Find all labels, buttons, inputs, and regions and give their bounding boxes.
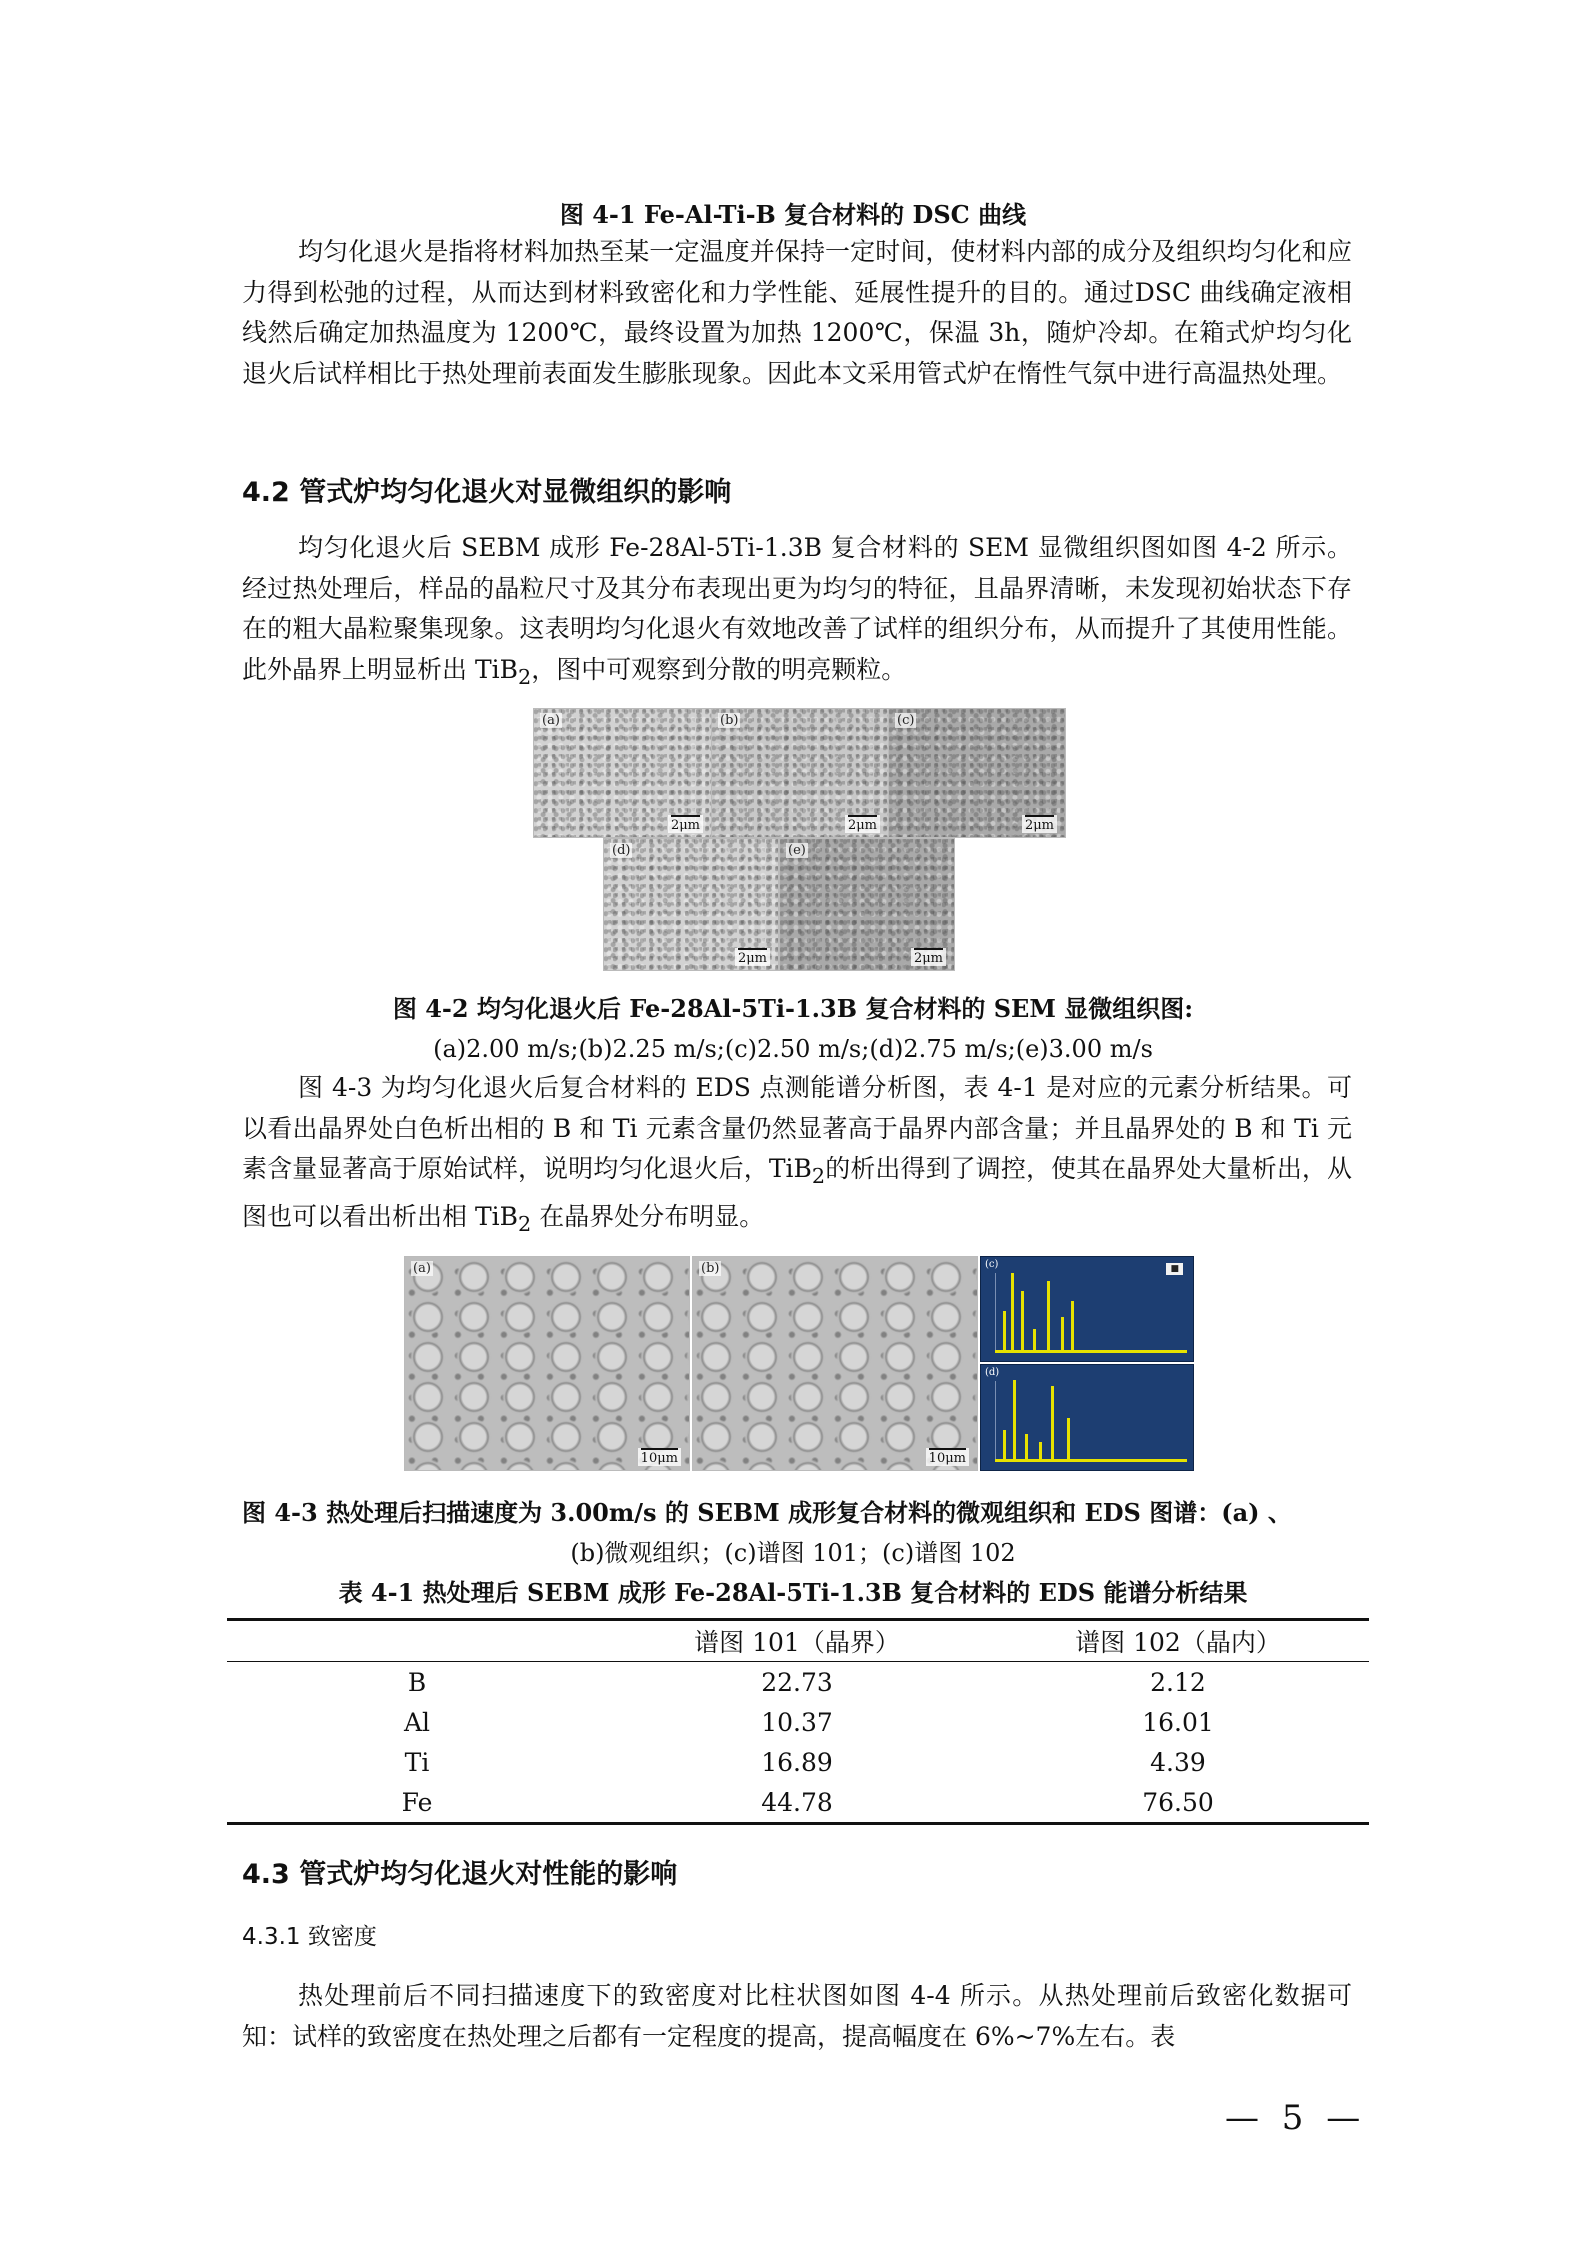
fig42-caption-line1: 图 4-2 均匀化退火后 Fe-28Al-5Ti-1.3B 复合材料的 SEM 显微组织图: bbox=[392, 994, 1194, 1023]
p3-text-c: 在晶界处分布明显。 bbox=[531, 1201, 765, 1231]
table-cell: Al bbox=[403, 1707, 431, 1737]
scale-bar-label: 2μm bbox=[847, 818, 877, 833]
p2-text-b: ，图中可观察到分散的明亮颗粒。 bbox=[531, 654, 907, 684]
p2-subscript: 2 bbox=[518, 664, 532, 689]
spectrum-peak bbox=[1033, 1329, 1036, 1351]
table-cell: 44.78 bbox=[761, 1787, 833, 1817]
spectrum-peak bbox=[1061, 1317, 1064, 1351]
paragraph-sem-microstructure bbox=[242, 528, 1352, 697]
table-row bbox=[227, 1662, 1369, 1703]
table-cell: 16.89 bbox=[761, 1747, 833, 1777]
column-header: 谱图 101（晶界） bbox=[694, 1628, 900, 1657]
panel-label: (e) bbox=[788, 843, 806, 858]
micro-panel-a bbox=[404, 1256, 690, 1471]
fig41-caption bbox=[160, 196, 1426, 234]
sem-panel-c bbox=[888, 708, 1066, 838]
spectrum-peak bbox=[1021, 1291, 1024, 1351]
table-row bbox=[227, 1742, 1369, 1782]
scale-bar bbox=[845, 815, 880, 833]
scale-bar bbox=[1022, 815, 1057, 833]
sem-panel-d bbox=[603, 838, 779, 971]
panel-label: (b) bbox=[701, 1261, 720, 1276]
spectrum-peak bbox=[1067, 1418, 1070, 1460]
section-heading-4-2: 4.2 管式炉均匀化退火对显微组织的影响 bbox=[242, 477, 732, 508]
spectrum-baseline bbox=[995, 1350, 1187, 1353]
table-cell: Fe bbox=[401, 1787, 433, 1817]
table-row bbox=[227, 1782, 1369, 1824]
p2-text-a: 均匀化退火后 SEBM 成形 Fe-28Al-5Ti-1.3B 复合材料的 SEM 显微组织图如图 4-2 所示。经过热处理后，样品的晶粒尺寸及其分布表现出更为均匀的特征，且晶界清晰，未发现初始状态下存在的粗大晶粒聚集现象。这表明均匀化退火有效地改善了试样的组织分布，从而提升了其使用性能。此外晶界上明显析出 TiB bbox=[242, 533, 1352, 684]
eds-spectrum-c bbox=[980, 1256, 1194, 1362]
column-header bbox=[227, 1620, 607, 1662]
fig41-caption-text: Fe-Al-Ti-B 复合材料的 DSC 曲线 bbox=[643, 200, 1027, 229]
panel-label: (b) bbox=[720, 713, 739, 728]
fig42-caption-line2: (a)2.00 m/s;(b)2.25 m/s;(c)2.50 m/s;(d)2.75 m/s;(e)3.00 m/s bbox=[433, 1035, 1153, 1063]
paragraph-density: 热处理前后不同扫描速度下的致密度对比柱状图如图 4-4 所示。从热处理前后致密化数据可知：试样的致密度在热处理之后都有一定程度的提高，提高幅度在 6%~7%左右。表 bbox=[242, 1981, 1352, 2051]
spectrum-peak bbox=[1025, 1434, 1028, 1460]
spectrum-axis bbox=[995, 1381, 996, 1462]
table-cell: 16.01 bbox=[1142, 1707, 1214, 1737]
table-cell: 10.37 bbox=[761, 1707, 833, 1737]
spectrum-peak bbox=[1047, 1281, 1050, 1351]
table-cell: 22.73 bbox=[761, 1667, 833, 1697]
spectrum-peak bbox=[1051, 1386, 1054, 1460]
panel-label: (c) bbox=[897, 713, 915, 728]
scale-bar-label: 2μm bbox=[737, 951, 767, 966]
table-cell: 4.39 bbox=[1150, 1747, 1206, 1777]
spectrum-baseline bbox=[995, 1459, 1187, 1462]
sem-panel-b bbox=[711, 708, 889, 838]
fig43-caption-line2: (b)微观组织；(c)谱图 101；(c)谱图 102 bbox=[570, 1539, 1016, 1567]
eds-results-table bbox=[227, 1618, 1369, 1825]
micro-panel-b bbox=[692, 1256, 978, 1471]
eds-spectrum-d bbox=[980, 1364, 1194, 1471]
table-cell: Ti bbox=[404, 1747, 430, 1777]
paragraph-annealing-intro: 均匀化退火是指将材料加热至某一定温度并保持一定时间，使材料内部的成分及组织均匀化和应力得到松弛的过程，从而达到材料致密化和力学性能、延展性提升的目的。通过DSC 曲线确定液相线然后确定加热温度为 1200℃，最终设置为加热 1200℃，保温 3h，随炉冷却。在箱式炉均匀化退火后试样相比于热处理前表面发生膨胀现象。因此本文采用管式炉在惰性气氛中进行高温热处理。 bbox=[242, 237, 1352, 388]
panel-label: (d) bbox=[612, 843, 631, 858]
sem-panel-a bbox=[533, 708, 712, 838]
scale-bar bbox=[735, 948, 770, 966]
subsection-heading-4-3-1: 4.3.1 致密度 bbox=[242, 1924, 377, 1950]
fig41-caption-label: 图 4-1 bbox=[559, 200, 636, 229]
scale-bar bbox=[926, 1448, 969, 1466]
spectrum-peak bbox=[1071, 1301, 1074, 1351]
p3-subscript-2: 2 bbox=[518, 1211, 532, 1236]
spectrum-peak bbox=[1003, 1311, 1006, 1351]
p3-text-b: 的析出得到了调控，使其在晶界处大量析出，从图也可以看出析出相 TiB bbox=[242, 1154, 1352, 1231]
panel-label: (d) bbox=[985, 1367, 1000, 1378]
spectrum-legend-swatch: ■ bbox=[1166, 1263, 1183, 1275]
scale-bar-label: 2μm bbox=[670, 818, 700, 833]
spectrum-peak bbox=[1013, 1380, 1016, 1460]
spectrum-peak bbox=[1011, 1273, 1014, 1351]
scale-bar bbox=[668, 815, 703, 833]
table-row bbox=[227, 1702, 1369, 1742]
scale-bar-label: 10μm bbox=[928, 1451, 966, 1466]
p3-subscript-1: 2 bbox=[811, 1164, 826, 1188]
panel-label: (c) bbox=[985, 1259, 999, 1270]
page-number: — 5 — bbox=[1225, 2098, 1367, 2138]
panel-label: (a) bbox=[542, 713, 560, 728]
column-header: 谱图 102（晶内） bbox=[1075, 1628, 1281, 1657]
scale-bar-label: 2μm bbox=[913, 951, 943, 966]
scale-bar bbox=[638, 1448, 681, 1466]
table-cell: B bbox=[407, 1667, 427, 1697]
spectrum-peak bbox=[1003, 1430, 1006, 1460]
table41-caption: 表 4-1 热处理后 SEBM 成形 Fe-28Al-5Ti-1.3B 复合材料的 EDS 能谱分析结果 bbox=[338, 1578, 1248, 1607]
p3-text-a: 图 4-3 为均匀化退火后复合材料的 EDS 点测能谱分析图，表 4-1 是对应的元素分析结果。可以看出晶界处白色析出相的 B 和 Ti 元素含量仍然显著高于晶界内部含量；并且晶界处的 B 和 Ti 元素含量显著高于原始试样，说明均匀化退火后，TiB bbox=[242, 1073, 1352, 1183]
spectrum-axis bbox=[995, 1273, 996, 1353]
fig43-caption-line1: 图 4-3 热处理后扫描速度为 3.00m/s 的 SEBM 成形复合材料的微观组织和 EDS 图谱：(a) 、 bbox=[242, 1498, 1292, 1527]
paragraph-eds-analysis bbox=[242, 1068, 1352, 1244]
table-cell: 2.12 bbox=[1150, 1667, 1206, 1697]
scale-bar bbox=[911, 948, 946, 966]
section-heading-4-3: 4.3 管式炉均匀化退火对性能的影响 bbox=[242, 1859, 678, 1890]
scale-bar-label: 2μm bbox=[1024, 818, 1054, 833]
panel-label: (a) bbox=[413, 1261, 431, 1276]
spectrum-peak bbox=[1039, 1442, 1042, 1460]
table-cell: 76.50 bbox=[1142, 1787, 1214, 1817]
table-header-row bbox=[227, 1620, 1369, 1662]
sem-panel-e bbox=[779, 838, 955, 971]
scale-bar-label: 10μm bbox=[640, 1451, 678, 1466]
